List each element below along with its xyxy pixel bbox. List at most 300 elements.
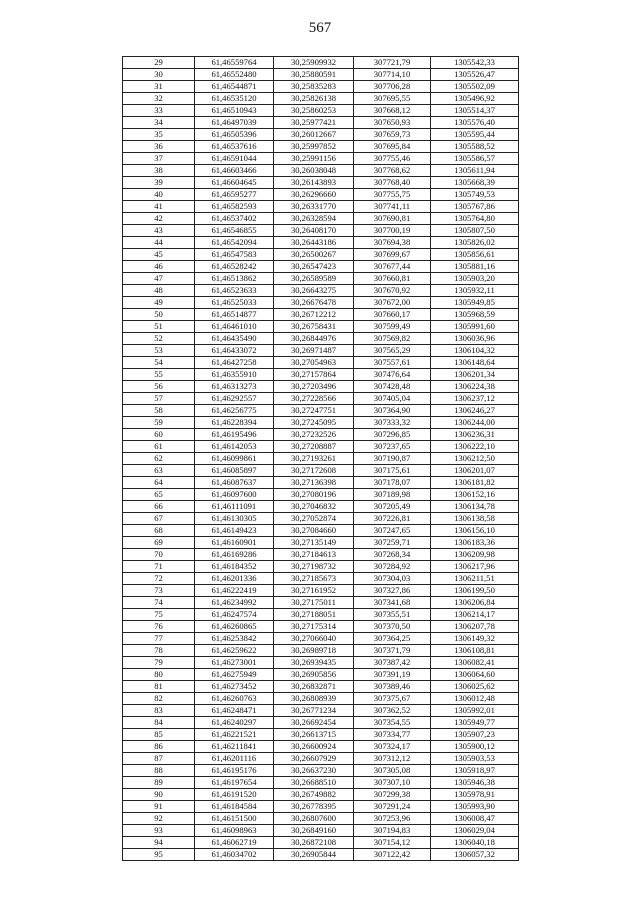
point-number-cell: 65: [123, 489, 195, 501]
x-coordinate-cell: 307370,50: [354, 621, 431, 633]
y-coordinate-cell: 1306138,58: [431, 513, 519, 525]
longitude-cell: 30,27046832: [274, 501, 354, 513]
y-coordinate-cell: 1306237,12: [431, 393, 519, 405]
latitude-cell: 61,46552480: [195, 69, 274, 81]
point-number-cell: 67: [123, 513, 195, 525]
x-coordinate-cell: 307599,49: [354, 321, 431, 333]
y-coordinate-cell: 1306108,81: [431, 645, 519, 657]
latitude-cell: 61,46184352: [195, 561, 274, 573]
longitude-cell: 30,27208887: [274, 441, 354, 453]
x-coordinate-cell: 307714,10: [354, 69, 431, 81]
latitude-cell: 61,46461010: [195, 321, 274, 333]
longitude-cell: 30,27193261: [274, 453, 354, 465]
table-row: [123, 105, 519, 117]
y-coordinate-cell: 1305595,44: [431, 129, 519, 141]
latitude-cell: 61,46591044: [195, 153, 274, 165]
latitude-cell: 61,46099861: [195, 453, 274, 465]
latitude-cell: 61,46221521: [195, 729, 274, 741]
longitude-cell: 30,27203496: [274, 381, 354, 393]
longitude-cell: 30,27161952: [274, 585, 354, 597]
y-coordinate-cell: 1305946,38: [431, 777, 519, 789]
x-coordinate-cell: 307324,17: [354, 741, 431, 753]
y-coordinate-cell: 1305932,11: [431, 285, 519, 297]
longitude-cell: 30,26143893: [274, 177, 354, 189]
x-coordinate-cell: 307677,44: [354, 261, 431, 273]
point-number-cell: 64: [123, 477, 195, 489]
table-row: [123, 69, 519, 81]
y-coordinate-cell: 1306222,10: [431, 441, 519, 453]
x-coordinate-cell: 307178,07: [354, 477, 431, 489]
x-coordinate-cell: 307476,64: [354, 369, 431, 381]
longitude-cell: 30,26712212: [274, 309, 354, 321]
latitude-cell: 61,46313273: [195, 381, 274, 393]
y-coordinate-cell: 1306008,47: [431, 813, 519, 825]
longitude-cell: 30,26749882: [274, 789, 354, 801]
y-coordinate-cell: 1305993,90: [431, 801, 519, 813]
latitude-cell: 61,46260865: [195, 621, 274, 633]
table-row: [123, 849, 519, 861]
x-coordinate-cell: 307700,19: [354, 225, 431, 237]
table-row: [123, 597, 519, 609]
point-number-cell: 49: [123, 297, 195, 309]
y-coordinate-cell: 1305900,12: [431, 741, 519, 753]
latitude-cell: 61,46523633: [195, 285, 274, 297]
table-row: [123, 321, 519, 333]
table-row: [123, 621, 519, 633]
table-row: [123, 129, 519, 141]
y-coordinate-cell: 1305542,33: [431, 57, 519, 69]
latitude-cell: 61,46201336: [195, 573, 274, 585]
x-coordinate-cell: 307694,38: [354, 237, 431, 249]
latitude-cell: 61,46234992: [195, 597, 274, 609]
y-coordinate-cell: 1305907,23: [431, 729, 519, 741]
point-number-cell: 85: [123, 729, 195, 741]
x-coordinate-cell: 307428,48: [354, 381, 431, 393]
x-coordinate-cell: 307334,77: [354, 729, 431, 741]
x-coordinate-cell: 307668,12: [354, 105, 431, 117]
point-number-cell: 86: [123, 741, 195, 753]
x-coordinate-cell: 307154,12: [354, 837, 431, 849]
point-number-cell: 41: [123, 201, 195, 213]
x-coordinate-cell: 307284,92: [354, 561, 431, 573]
y-coordinate-cell: 1305611,94: [431, 165, 519, 177]
y-coordinate-cell: 1306224,38: [431, 381, 519, 393]
table-row: [123, 741, 519, 753]
latitude-cell: 61,46559764: [195, 57, 274, 69]
y-coordinate-cell: 1306211,51: [431, 573, 519, 585]
longitude-cell: 30,27172608: [274, 465, 354, 477]
y-coordinate-cell: 1305949,77: [431, 717, 519, 729]
latitude-cell: 61,46259622: [195, 645, 274, 657]
x-coordinate-cell: 307387,42: [354, 657, 431, 669]
x-coordinate-cell: 307312,12: [354, 753, 431, 765]
latitude-cell: 61,46253842: [195, 633, 274, 645]
x-coordinate-cell: 307327,86: [354, 585, 431, 597]
table-row: [123, 669, 519, 681]
x-coordinate-cell: 307695,84: [354, 141, 431, 153]
y-coordinate-cell: 1305807,50: [431, 225, 519, 237]
latitude-cell: 61,46273001: [195, 657, 274, 669]
latitude-cell: 61,46111091: [195, 501, 274, 513]
point-number-cell: 73: [123, 585, 195, 597]
y-coordinate-cell: 1305968,59: [431, 309, 519, 321]
x-coordinate-cell: 307755,75: [354, 189, 431, 201]
y-coordinate-cell: 1306181,82: [431, 477, 519, 489]
y-coordinate-cell: 1306236,31: [431, 429, 519, 441]
y-coordinate-cell: 1305514,37: [431, 105, 519, 117]
y-coordinate-cell: 1306207,78: [431, 621, 519, 633]
y-coordinate-cell: 1306246,27: [431, 405, 519, 417]
latitude-cell: 61,46260763: [195, 693, 274, 705]
table-row: [123, 429, 519, 441]
y-coordinate-cell: 1305992,01: [431, 705, 519, 717]
table-row: [123, 309, 519, 321]
table-row: [123, 405, 519, 417]
x-coordinate-cell: 307362,52: [354, 705, 431, 717]
latitude-cell: 61,46184584: [195, 801, 274, 813]
table-row: [123, 489, 519, 501]
longitude-cell: 30,25997852: [274, 141, 354, 153]
point-number-cell: 94: [123, 837, 195, 849]
x-coordinate-cell: 307389,46: [354, 681, 431, 693]
point-number-cell: 57: [123, 393, 195, 405]
point-number-cell: 47: [123, 273, 195, 285]
table-row: [123, 213, 519, 225]
y-coordinate-cell: 1306025,62: [431, 681, 519, 693]
x-coordinate-cell: 307557,61: [354, 357, 431, 369]
x-coordinate-cell: 307755,46: [354, 153, 431, 165]
x-coordinate-cell: 307364,25: [354, 633, 431, 645]
page-number: 567: [308, 20, 332, 36]
latitude-cell: 61,46169286: [195, 549, 274, 561]
point-number-cell: 32: [123, 93, 195, 105]
table-row: [123, 705, 519, 717]
y-coordinate-cell: 1305749,53: [431, 189, 519, 201]
longitude-cell: 30,26692454: [274, 717, 354, 729]
latitude-cell: 61,46097600: [195, 489, 274, 501]
table-row: [123, 585, 519, 597]
latitude-cell: 61,46546855: [195, 225, 274, 237]
latitude-cell: 61,46525033: [195, 297, 274, 309]
point-number-cell: 71: [123, 561, 195, 573]
y-coordinate-cell: 1306206,84: [431, 597, 519, 609]
y-coordinate-cell: 1306212,50: [431, 453, 519, 465]
longitude-cell: 30,27232526: [274, 429, 354, 441]
y-coordinate-cell: 1306149,32: [431, 633, 519, 645]
x-coordinate-cell: 307721,79: [354, 57, 431, 69]
point-number-cell: 77: [123, 633, 195, 645]
longitude-cell: 30,27136398: [274, 477, 354, 489]
latitude-cell: 61,46098963: [195, 825, 274, 837]
latitude-cell: 61,46222419: [195, 585, 274, 597]
longitude-cell: 30,26600924: [274, 741, 354, 753]
table-row: [123, 93, 519, 105]
latitude-cell: 61,46544871: [195, 81, 274, 93]
longitude-cell: 30,26676478: [274, 297, 354, 309]
point-number-cell: 91: [123, 801, 195, 813]
latitude-cell: 61,46595277: [195, 189, 274, 201]
x-coordinate-cell: 307355,51: [354, 609, 431, 621]
latitude-cell: 61,46195176: [195, 765, 274, 777]
longitude-cell: 30,26589589: [274, 273, 354, 285]
longitude-cell: 30,26443186: [274, 237, 354, 249]
longitude-cell: 30,26971487: [274, 345, 354, 357]
table-row: [123, 465, 519, 477]
x-coordinate-cell: 307333,32: [354, 417, 431, 429]
table-row: [123, 801, 519, 813]
point-number-cell: 40: [123, 189, 195, 201]
y-coordinate-cell: 1306148,64: [431, 357, 519, 369]
x-coordinate-cell: 307291,24: [354, 801, 431, 813]
longitude-cell: 30,27066040: [274, 633, 354, 645]
table-row: [123, 513, 519, 525]
x-coordinate-cell: 307768,62: [354, 165, 431, 177]
x-coordinate-cell: 307371,79: [354, 645, 431, 657]
x-coordinate-cell: 307768,40: [354, 177, 431, 189]
x-coordinate-cell: 307305,08: [354, 765, 431, 777]
x-coordinate-cell: 307247,65: [354, 525, 431, 537]
point-number-cell: 54: [123, 357, 195, 369]
longitude-cell: 30,25977421: [274, 117, 354, 129]
point-number-cell: 61: [123, 441, 195, 453]
y-coordinate-cell: 1305496,92: [431, 93, 519, 105]
x-coordinate-cell: 307175,61: [354, 465, 431, 477]
y-coordinate-cell: 1305881,16: [431, 261, 519, 273]
latitude-cell: 61,46505396: [195, 129, 274, 141]
point-number-cell: 31: [123, 81, 195, 93]
y-coordinate-cell: 1306064,60: [431, 669, 519, 681]
latitude-cell: 61,46292557: [195, 393, 274, 405]
point-number-cell: 78: [123, 645, 195, 657]
longitude-cell: 30,25880591: [274, 69, 354, 81]
latitude-cell: 61,46275949: [195, 669, 274, 681]
latitude-cell: 61,46160901: [195, 537, 274, 549]
y-coordinate-cell: 1305586,57: [431, 153, 519, 165]
latitude-cell: 61,46256775: [195, 405, 274, 417]
longitude-cell: 30,26844976: [274, 333, 354, 345]
longitude-cell: 30,26989718: [274, 645, 354, 657]
y-coordinate-cell: 1306209,98: [431, 549, 519, 561]
x-coordinate-cell: 307259,71: [354, 537, 431, 549]
point-number-cell: 68: [123, 525, 195, 537]
x-coordinate-cell: 307659,73: [354, 129, 431, 141]
longitude-cell: 30,26832871: [274, 681, 354, 693]
table-row: [123, 297, 519, 309]
x-coordinate-cell: 307695,55: [354, 93, 431, 105]
y-coordinate-cell: 1305588,52: [431, 141, 519, 153]
table-row: [123, 453, 519, 465]
x-coordinate-cell: 307741,11: [354, 201, 431, 213]
table-row: [123, 825, 519, 837]
longitude-cell: 30,25835283: [274, 81, 354, 93]
longitude-cell: 30,27188051: [274, 609, 354, 621]
longitude-cell: 30,26328594: [274, 213, 354, 225]
x-coordinate-cell: 307304,03: [354, 573, 431, 585]
longitude-cell: 30,27228566: [274, 393, 354, 405]
table-row: [123, 477, 519, 489]
table-row: [123, 333, 519, 345]
latitude-cell: 61,46142053: [195, 441, 274, 453]
longitude-cell: 30,27247751: [274, 405, 354, 417]
table-row: [123, 717, 519, 729]
table-row: [123, 549, 519, 561]
latitude-cell: 61,46435490: [195, 333, 274, 345]
point-number-cell: 83: [123, 705, 195, 717]
table-row: [123, 393, 519, 405]
table-row: [123, 525, 519, 537]
y-coordinate-cell: 1306104,32: [431, 345, 519, 357]
y-coordinate-cell: 1305526,47: [431, 69, 519, 81]
point-number-cell: 72: [123, 573, 195, 585]
point-number-cell: 76: [123, 621, 195, 633]
x-coordinate-cell: 307268,34: [354, 549, 431, 561]
longitude-cell: 30,26771234: [274, 705, 354, 717]
point-number-cell: 51: [123, 321, 195, 333]
point-number-cell: 87: [123, 753, 195, 765]
longitude-cell: 30,27052874: [274, 513, 354, 525]
x-coordinate-cell: 307354,55: [354, 717, 431, 729]
longitude-cell: 30,25909932: [274, 57, 354, 69]
table-row: [123, 537, 519, 549]
table-row: [123, 177, 519, 189]
table-row: [123, 345, 519, 357]
point-number-cell: 45: [123, 249, 195, 261]
table-row: [123, 261, 519, 273]
y-coordinate-cell: 1305991,60: [431, 321, 519, 333]
table-row: [123, 189, 519, 201]
x-coordinate-cell: 307565,29: [354, 345, 431, 357]
x-coordinate-cell: 307307,10: [354, 777, 431, 789]
longitude-cell: 30,26688510: [274, 777, 354, 789]
y-coordinate-cell: 1306201,07: [431, 465, 519, 477]
latitude-cell: 61,46427258: [195, 357, 274, 369]
longitude-cell: 30,27185673: [274, 573, 354, 585]
latitude-cell: 61,46537402: [195, 213, 274, 225]
x-coordinate-cell: 307190,87: [354, 453, 431, 465]
longitude-cell: 30,26872108: [274, 837, 354, 849]
longitude-cell: 30,27080196: [274, 489, 354, 501]
point-number-cell: 69: [123, 537, 195, 549]
latitude-cell: 61,46604645: [195, 177, 274, 189]
latitude-cell: 61,46513862: [195, 273, 274, 285]
latitude-cell: 61,46537616: [195, 141, 274, 153]
point-number-cell: 50: [123, 309, 195, 321]
point-number-cell: 84: [123, 717, 195, 729]
table-row: [123, 645, 519, 657]
y-coordinate-cell: 1305949,85: [431, 297, 519, 309]
x-coordinate-cell: 307690,81: [354, 213, 431, 225]
table-row: [123, 417, 519, 429]
point-number-cell: 43: [123, 225, 195, 237]
y-coordinate-cell: 1305826,02: [431, 237, 519, 249]
y-coordinate-cell: 1306036,96: [431, 333, 519, 345]
point-number-cell: 74: [123, 597, 195, 609]
latitude-cell: 61,46355910: [195, 369, 274, 381]
y-coordinate-cell: 1306156,10: [431, 525, 519, 537]
y-coordinate-cell: 1306012,48: [431, 693, 519, 705]
point-number-cell: 89: [123, 777, 195, 789]
table-row: [123, 729, 519, 741]
longitude-cell: 30,26643275: [274, 285, 354, 297]
x-coordinate-cell: 307650,93: [354, 117, 431, 129]
x-coordinate-cell: 307660,81: [354, 273, 431, 285]
x-coordinate-cell: 307122,42: [354, 849, 431, 861]
longitude-cell: 30,26296660: [274, 189, 354, 201]
y-coordinate-cell: 1305903,53: [431, 753, 519, 765]
latitude-cell: 61,46240297: [195, 717, 274, 729]
latitude-cell: 61,46062719: [195, 837, 274, 849]
table-row: [123, 633, 519, 645]
latitude-cell: 61,46582593: [195, 201, 274, 213]
longitude-cell: 30,26905844: [274, 849, 354, 861]
latitude-cell: 61,46514877: [195, 309, 274, 321]
x-coordinate-cell: 307299,38: [354, 789, 431, 801]
y-coordinate-cell: 1306199,50: [431, 585, 519, 597]
longitude-cell: 30,26607929: [274, 753, 354, 765]
y-coordinate-cell: 1306057,32: [431, 849, 519, 861]
latitude-cell: 61,46151500: [195, 813, 274, 825]
y-coordinate-cell: 1305903,20: [431, 273, 519, 285]
longitude-cell: 30,26849160: [274, 825, 354, 837]
point-number-cell: 81: [123, 681, 195, 693]
longitude-cell: 30,25826138: [274, 93, 354, 105]
latitude-cell: 61,46510943: [195, 105, 274, 117]
table-row: [123, 657, 519, 669]
table-row: [123, 573, 519, 585]
table-row: [123, 273, 519, 285]
x-coordinate-cell: 307706,28: [354, 81, 431, 93]
latitude-cell: 61,46197654: [195, 777, 274, 789]
y-coordinate-cell: 1306134,78: [431, 501, 519, 513]
point-number-cell: 75: [123, 609, 195, 621]
point-number-cell: 90: [123, 789, 195, 801]
longitude-cell: 30,27245095: [274, 417, 354, 429]
y-coordinate-cell: 1305668,39: [431, 177, 519, 189]
latitude-cell: 61,46535120: [195, 93, 274, 105]
latitude-cell: 61,46603466: [195, 165, 274, 177]
longitude-cell: 30,26613715: [274, 729, 354, 741]
table-row: [123, 237, 519, 249]
point-number-cell: 60: [123, 429, 195, 441]
point-number-cell: 33: [123, 105, 195, 117]
table-row: [123, 837, 519, 849]
latitude-cell: 61,46273452: [195, 681, 274, 693]
latitude-cell: 61,46547583: [195, 249, 274, 261]
x-coordinate-cell: 307672,00: [354, 297, 431, 309]
y-coordinate-cell: 1306082,41: [431, 657, 519, 669]
longitude-cell: 30,27175314: [274, 621, 354, 633]
longitude-cell: 30,27084660: [274, 525, 354, 537]
y-coordinate-cell: 1306244,00: [431, 417, 519, 429]
table-row: [123, 141, 519, 153]
y-coordinate-cell: 1305978,91: [431, 789, 519, 801]
table-row: [123, 765, 519, 777]
table-row: [123, 153, 519, 165]
longitude-cell: 30,26808939: [274, 693, 354, 705]
latitude-cell: 61,46528242: [195, 261, 274, 273]
y-coordinate-cell: 1305576,40: [431, 117, 519, 129]
latitude-cell: 61,46248471: [195, 705, 274, 717]
table-row: [123, 357, 519, 369]
y-coordinate-cell: 1306152,16: [431, 489, 519, 501]
table-row: [123, 501, 519, 513]
x-coordinate-cell: 307296,85: [354, 429, 431, 441]
table-row: [123, 225, 519, 237]
latitude-cell: 61,46497039: [195, 117, 274, 129]
point-number-cell: 56: [123, 381, 195, 393]
y-coordinate-cell: 1306029,04: [431, 825, 519, 837]
point-number-cell: 93: [123, 825, 195, 837]
